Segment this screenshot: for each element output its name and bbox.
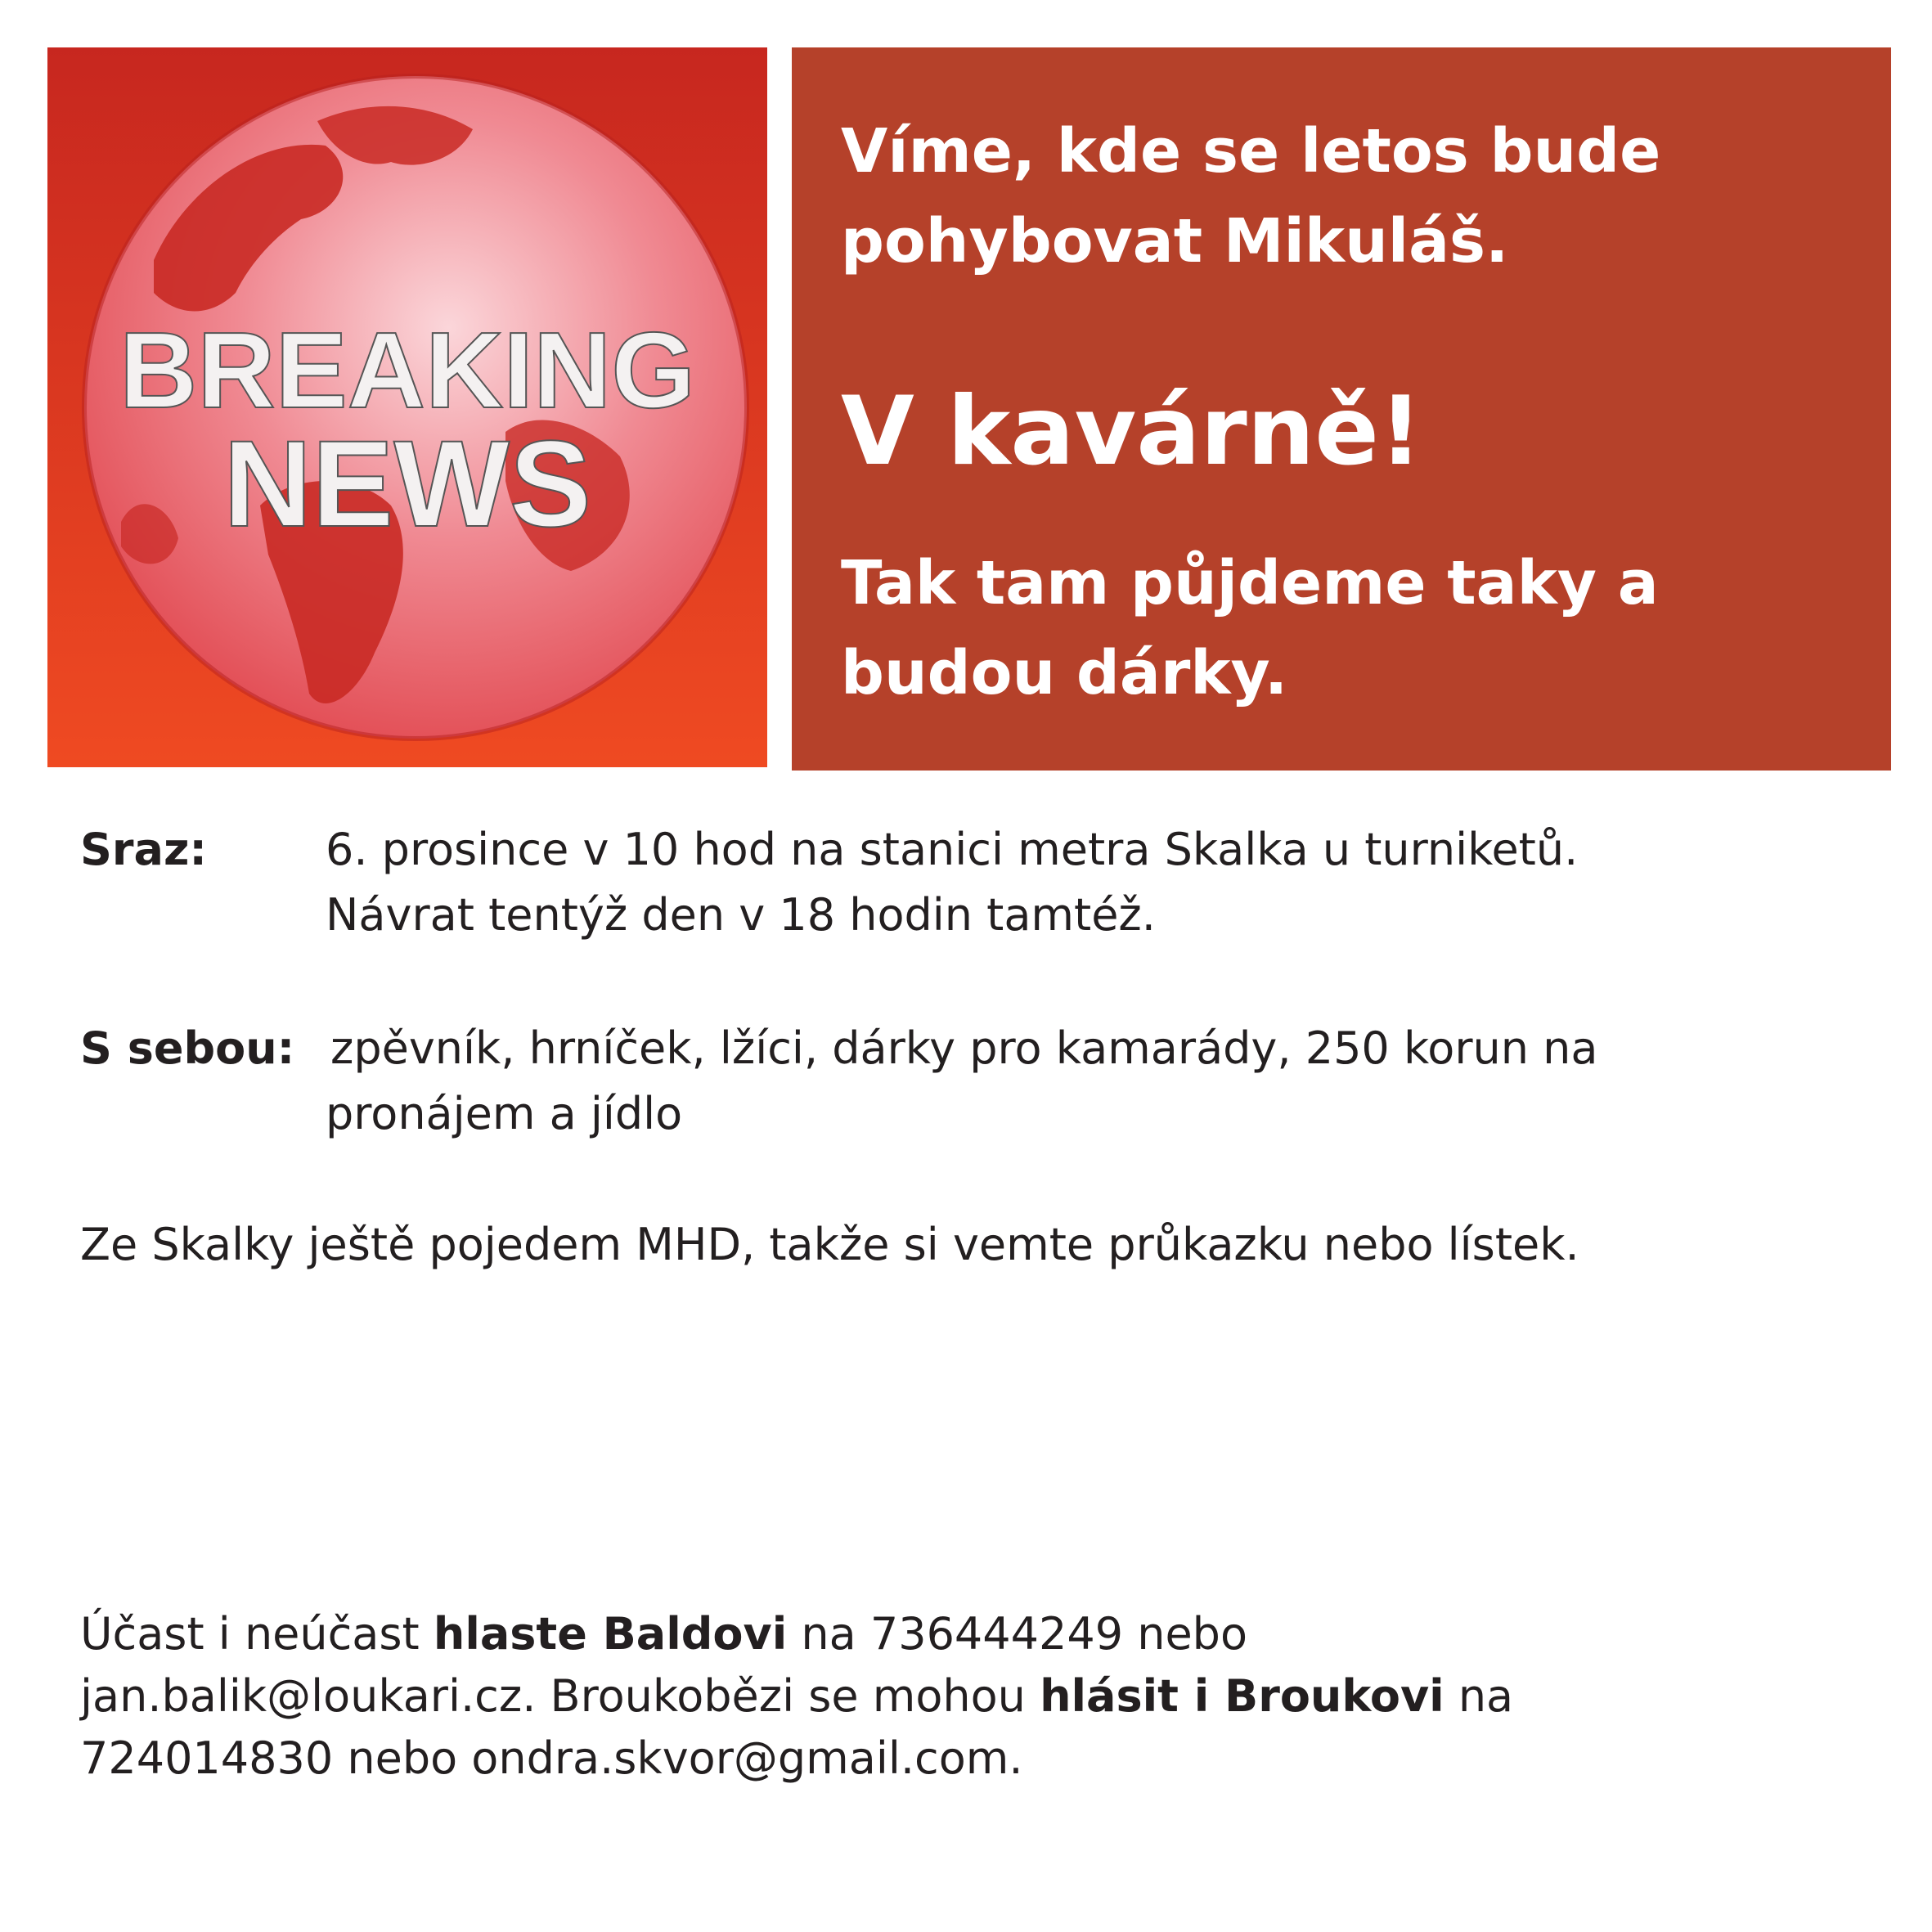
transport-note: Ze Skalky ještě pojedem MHD, takže si vemte průkazku nebo lístek. [80, 1219, 1579, 1270]
contact-text: jan.balik@loukari.cz. Broukobězi se mohou [80, 1670, 1040, 1722]
headline-line-4: budou dárky. [841, 638, 1288, 708]
headline-line-3: Tak tam půjdeme taky a [841, 548, 1659, 618]
contact-bold: hlaste Baldovi [433, 1608, 788, 1660]
bring-label: S sebou: [80, 1022, 295, 1074]
contact-text: Účast i neúčast [80, 1608, 434, 1660]
logo-news: NEWS [223, 415, 591, 552]
contact-text: 724014830 nebo ondra.skvor@gmail.com. [80, 1732, 1023, 1784]
contact-text: na [1444, 1670, 1514, 1722]
contact-bold: hlásit i Broukovi [1040, 1670, 1445, 1722]
headline-big: V kavárně! [841, 376, 1422, 487]
headline-line-2: pohybovat Mikuláš. [841, 206, 1509, 276]
meeting-line-1: 6. prosince v 10 hod na stanici metra Skalka u turniketů. [326, 824, 1579, 875]
meeting-line-2: Návrat tentýž den v 18 hodin tamtéž. [326, 889, 1156, 941]
meeting-label: Sraz: [80, 824, 207, 875]
contact-line-2 [80, 1665, 1513, 1728]
breaking-news-image [47, 47, 767, 767]
bring-line-1: zpěvník, hrníček, lžíci, dárky pro kamarády, 250 korun na [330, 1022, 1598, 1074]
bring-line-2: pronájem a jídlo [326, 1088, 683, 1139]
contact-paragraph [80, 1603, 1513, 1790]
headline-panel [792, 47, 1891, 771]
contact-line-1 [80, 1603, 1513, 1665]
logo-breaking: BREAKING [119, 310, 696, 430]
contact-line-3 [80, 1728, 1513, 1790]
contact-text: na 736444249 nebo [787, 1608, 1247, 1660]
headline-line-1: Víme, kde se letos bude [841, 116, 1661, 186]
globe-graphic [47, 47, 767, 767]
